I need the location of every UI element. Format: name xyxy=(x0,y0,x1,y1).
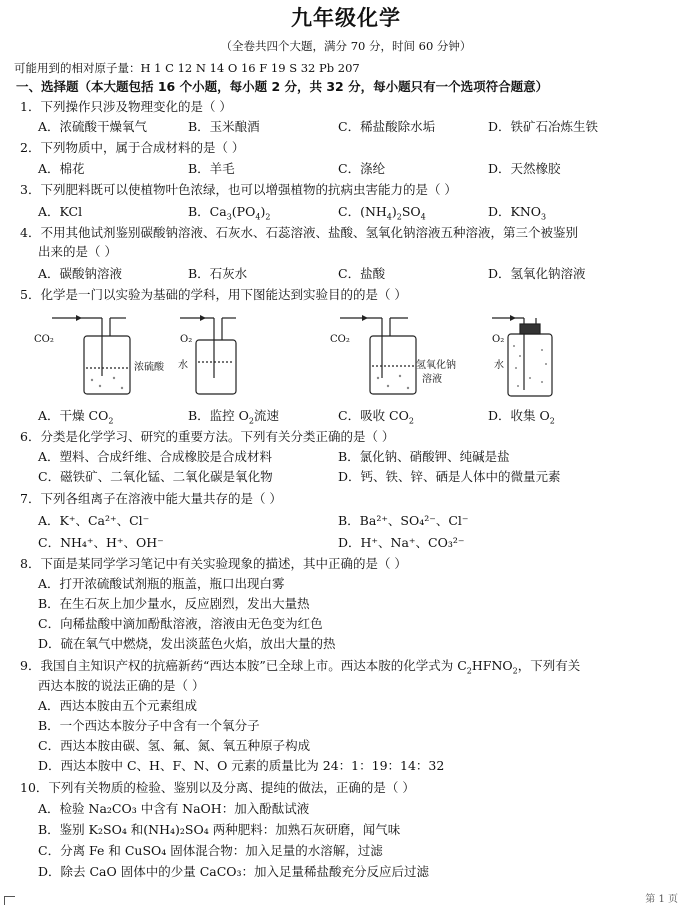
reagent-label: 浓硫酸 xyxy=(134,362,164,373)
option-a: A．检验 Na₂CO₃ 中含有 NaOH：加入酚酞试液 xyxy=(38,801,310,816)
option-c: C．$(NH_4)_2SO_4$ xyxy=(338,204,426,222)
exam-info: （全卷共四个大题，满分 70 分，时间 60 分钟） xyxy=(220,39,472,53)
question-6: 6．分类是化学学习、研究的重要方法。下列有关分类正确的是（ ） xyxy=(20,429,395,444)
reagent-label: 水 xyxy=(178,360,188,371)
option-b: B．氯化钠、硝酸钾、纯碱是盐 xyxy=(338,449,510,464)
question-4-cont: 出来的是（ ） xyxy=(38,244,117,259)
option-b: B．羊毛 xyxy=(188,161,235,176)
option-a: A．塑料、合成纤维、合成橡胶是合成材料 xyxy=(38,449,273,464)
option-c: C．磁铁矿、二氧化锰、二氧化碳是氧化物 xyxy=(38,469,273,484)
option-a: A．干燥 $CO_2$ xyxy=(38,408,114,426)
option-d: D．天然橡胶 xyxy=(488,161,561,176)
absorb-bottle xyxy=(370,336,416,394)
page-title: 九年级化学 xyxy=(291,6,401,30)
option-a: A．棉花 xyxy=(38,161,85,176)
option-b: B．监控 $O_2$流速 xyxy=(188,408,280,426)
crop-mark xyxy=(4,896,15,905)
option-d: D．氢氧化钠溶液 xyxy=(488,266,586,281)
question-9: 9．我国自主知识产权的抗癌新药“西达本胺”已全球上市。西达本胺的化学式为 $C_2HFNO_2$，下列有关 xyxy=(20,658,581,676)
gas-label: O₂ xyxy=(492,334,505,345)
section-heading: 一、选择题（本大题包括 16 个小题，每小题 2 分，共 32 分，每小题只有一个选项符合题意） xyxy=(16,79,549,94)
question-4: 4．不用其他试剂鉴别碳酸钠溶液、石灰水、石蕊溶液、盐酸、氢氧化钠溶液五种溶液，第三个被鉴别 xyxy=(20,225,578,240)
option-a: A．KCl xyxy=(38,204,83,219)
option-c: C．向稀盐酸中滴加酚酞溶液，溶液由无色变为红色 xyxy=(38,616,323,631)
option-c: C．分离 Fe 和 CuSO₄ 固体混合物：加入足量的水溶解，过滤 xyxy=(38,843,383,858)
option-c: C．稀盐酸除水垢 xyxy=(338,119,436,134)
reagent-label: 溶液 xyxy=(422,374,442,385)
question-3: 3．下列肥料既可以使植物叶色浓绿，也可以增强植物的抗病虫害能力的是（ ） xyxy=(20,182,457,197)
option-b: B．鉴别 K₂SO₄ 和(NH₄)₂SO₄ 两种肥料：加熟石灰研磨，闻气味 xyxy=(38,822,401,837)
monitor-bottle xyxy=(196,340,236,394)
question-5: 5．化学是一门以实验为基础的学科，用下图能达到实验目的的是（ ） xyxy=(20,287,407,302)
gas-label: CO₂ xyxy=(34,334,54,345)
option-d: D．钙、铁、锌、硒是人体中的微量元素 xyxy=(338,469,561,484)
option-b: B．$Ca_3(PO_4)_2$ xyxy=(188,204,271,222)
option-d: D．除去 CaO 固体中的少量 CaCO₃：加入足量稀盐酸充分反应后过滤 xyxy=(38,864,430,879)
gas-label: CO₂ xyxy=(330,334,350,345)
option-a: A．浓硫酸干燥氧气 xyxy=(38,119,148,134)
collect-bottle xyxy=(508,334,552,396)
question-10: 10．下列有关物质的检验、鉴别以及分离、提纯的做法，正确的是（ ） xyxy=(20,780,415,795)
gas-label: O₂ xyxy=(180,334,193,345)
option-c: C．盐酸 xyxy=(338,266,386,281)
page-number: 第 1 页 xyxy=(645,894,678,905)
option-a: A．K⁺、Ca²⁺、Cl⁻ xyxy=(38,513,150,528)
atomic-masses: 可能用到的相对原子量：H 1 C 12 N 14 O 16 F 19 S 32 Pb 207 xyxy=(14,61,360,75)
option-b: B．一个西达本胺分子中含有一个氧分子 xyxy=(38,718,260,733)
option-b: B．玉米酿酒 xyxy=(188,119,260,134)
question-9-cont: 西达本胺的说法正确的是（ ） xyxy=(38,678,205,693)
option-b: B．Ba²⁺、SO₄²⁻、Cl⁻ xyxy=(338,513,469,528)
reagent-label: 水 xyxy=(494,360,504,371)
option-a: A．碳酸钠溶液 xyxy=(38,266,123,281)
apparatus-figure xyxy=(30,306,670,406)
question-8: 8．下面是某同学学习笔记中有关实验现象的描述，其中正确的是（ ） xyxy=(20,556,407,571)
option-c: C．涤纶 xyxy=(338,161,386,176)
option-c: C．西达本胺由碳、氢、氟、氮、氧五种原子构成 xyxy=(38,738,311,753)
option-b: B．石灰水 xyxy=(188,266,248,281)
question-2: 2．下列物质中，属于合成材料的是（ ） xyxy=(20,140,245,155)
question-1: 1．下列操作只涉及物理变化的是（ ） xyxy=(20,99,232,114)
option-d: D．西达本胺中 C、H、F、N、O 元素的质量比为 24：1：19：14：32 xyxy=(38,758,445,773)
option-a: A．西达本胺由五个元素组成 xyxy=(38,698,198,713)
option-d: D．$KNO_3$ xyxy=(488,204,547,222)
option-d: D．H⁺、Na⁺、CO₃²⁻ xyxy=(338,535,465,550)
option-d: D．硫在氧气中燃烧，发出淡蓝色火焰，放出大量的热 xyxy=(38,636,336,651)
option-d: D．铁矿石冶炼生铁 xyxy=(488,119,599,134)
option-d: D．收集 $O_2$ xyxy=(488,408,555,426)
reagent-label: 氢氧化钠 xyxy=(416,360,456,371)
wash-bottle xyxy=(84,336,130,394)
option-c: C．吸收 $CO_2$ xyxy=(338,408,414,426)
option-b: B．在生石灰上加少量水，反应剧烈，发出大量热 xyxy=(38,596,310,611)
option-a: A．打开浓硫酸试剂瓶的瓶盖，瓶口出现白雾 xyxy=(38,576,285,591)
question-7: 7．下列各组离子在溶液中能大量共存的是（ ） xyxy=(20,491,282,506)
option-c: C．NH₄⁺、H⁺、OH⁻ xyxy=(38,535,164,550)
